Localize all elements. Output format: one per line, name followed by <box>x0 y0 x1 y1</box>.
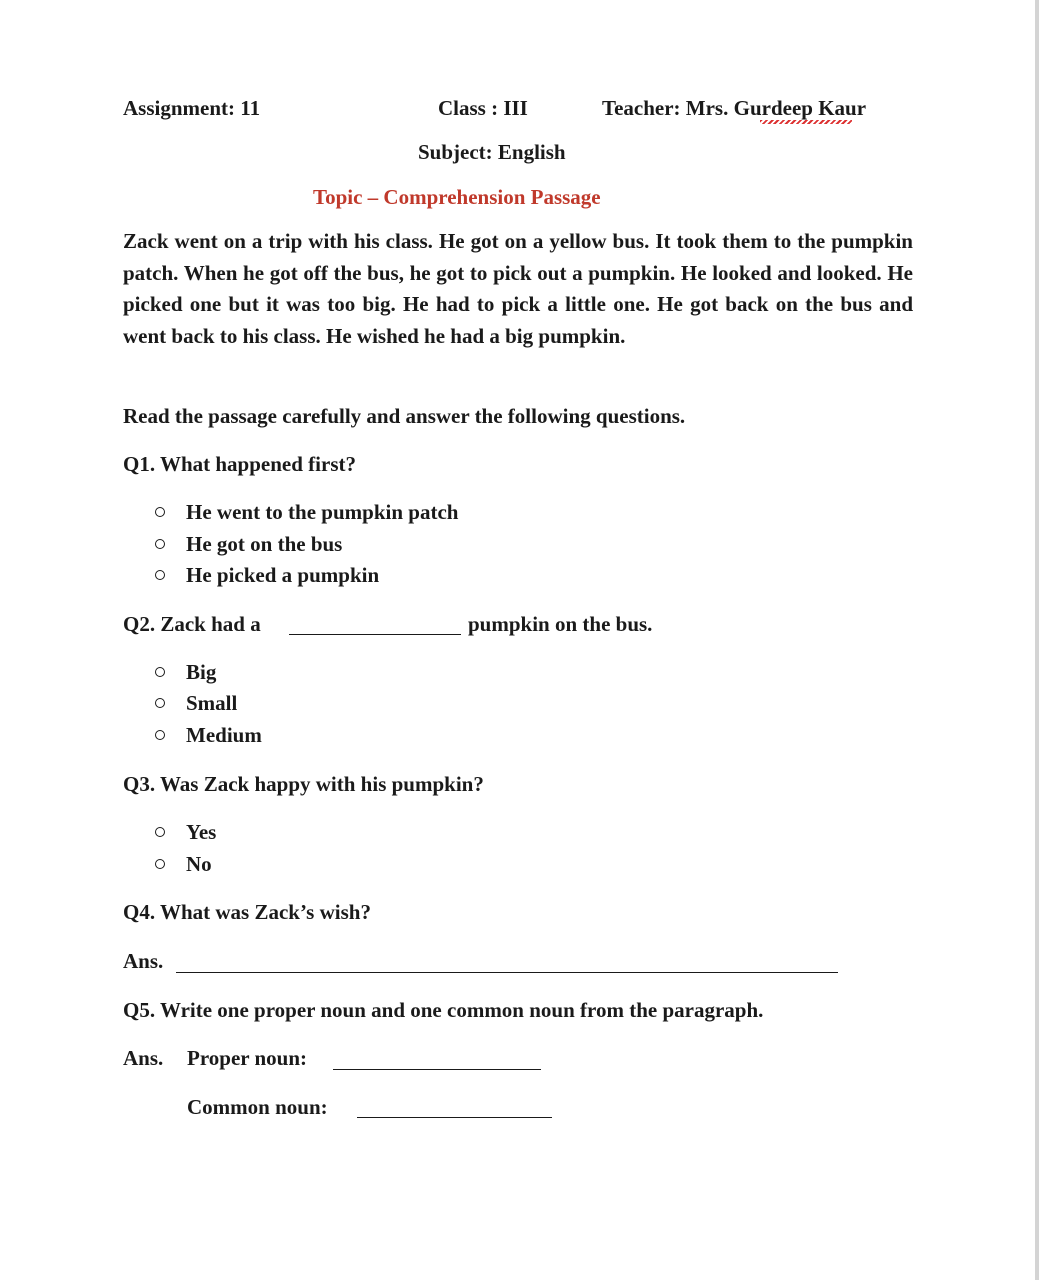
q1-question: Q1. What happened first? <box>123 452 356 476</box>
bullet-icon <box>155 827 165 837</box>
instruction-text: Read the passage carefully and answer the following questions. <box>123 404 686 428</box>
q3-question: Q3. Was Zack happy with his pumpkin? <box>123 772 484 796</box>
bullet-icon <box>155 859 165 869</box>
teacher-prefix: Teacher: Mrs. <box>602 96 734 120</box>
teacher-suffix: Kaur <box>812 96 867 120</box>
q5-answer-label: Ans. <box>123 1046 164 1070</box>
bullet-icon <box>155 507 165 517</box>
q2-option: Big <box>155 660 216 685</box>
q1-option: He got on the bus <box>155 532 342 557</box>
page-right-edge <box>1035 0 1039 1280</box>
comprehension-passage: Zack went on a trip with his class. He got on a yellow bus. It took them to the pumpkin patch. When he got off the bus, he got to pick out a pumpkin. He looked and looked. He picked one but it was too big. He had to pick a little one. He got back on the bus and went back to his class. He wished he had a big pumpkin. <box>123 229 913 348</box>
q3-option: No <box>155 852 212 877</box>
q3-option: Yes <box>155 820 216 845</box>
q2-prefix: Q2. Zack had a <box>123 612 261 636</box>
topic-heading: Topic – Comprehension Passage <box>313 185 601 209</box>
q1-option: He went to the pumpkin patch <box>155 500 458 525</box>
spellcheck-underline <box>760 120 852 124</box>
q5-question: Q5. Write one proper noun and one common noun from the paragraph. <box>123 998 764 1022</box>
bullet-icon <box>155 667 165 677</box>
proper-noun-blank[interactable] <box>333 1069 541 1070</box>
bullet-icon <box>155 698 165 708</box>
common-noun-blank[interactable] <box>357 1117 552 1118</box>
q2-option: Small <box>155 691 237 716</box>
q4-answer-blank[interactable] <box>176 972 838 973</box>
teacher-name: Gurdeep <box>733 96 813 120</box>
proper-noun-label: Proper noun: <box>187 1046 307 1070</box>
q4-question: Q4. What was Zack’s wish? <box>123 900 371 924</box>
bullet-icon <box>155 539 165 549</box>
bullet-icon <box>155 730 165 740</box>
subject-label: Subject: English <box>418 140 566 164</box>
q2-suffix: pumpkin on the bus. <box>468 612 653 636</box>
q4-answer-label: Ans. <box>123 949 164 973</box>
q2-answer-blank[interactable] <box>289 634 461 635</box>
class-label: Class : III <box>438 96 528 120</box>
q1-option: He picked a pumpkin <box>155 563 379 588</box>
q2-option: Medium <box>155 723 262 748</box>
teacher-label <box>602 96 866 121</box>
assignment-label: Assignment: 11 <box>123 96 261 120</box>
common-noun-label: Common noun: <box>187 1095 328 1119</box>
bullet-icon <box>155 570 165 580</box>
